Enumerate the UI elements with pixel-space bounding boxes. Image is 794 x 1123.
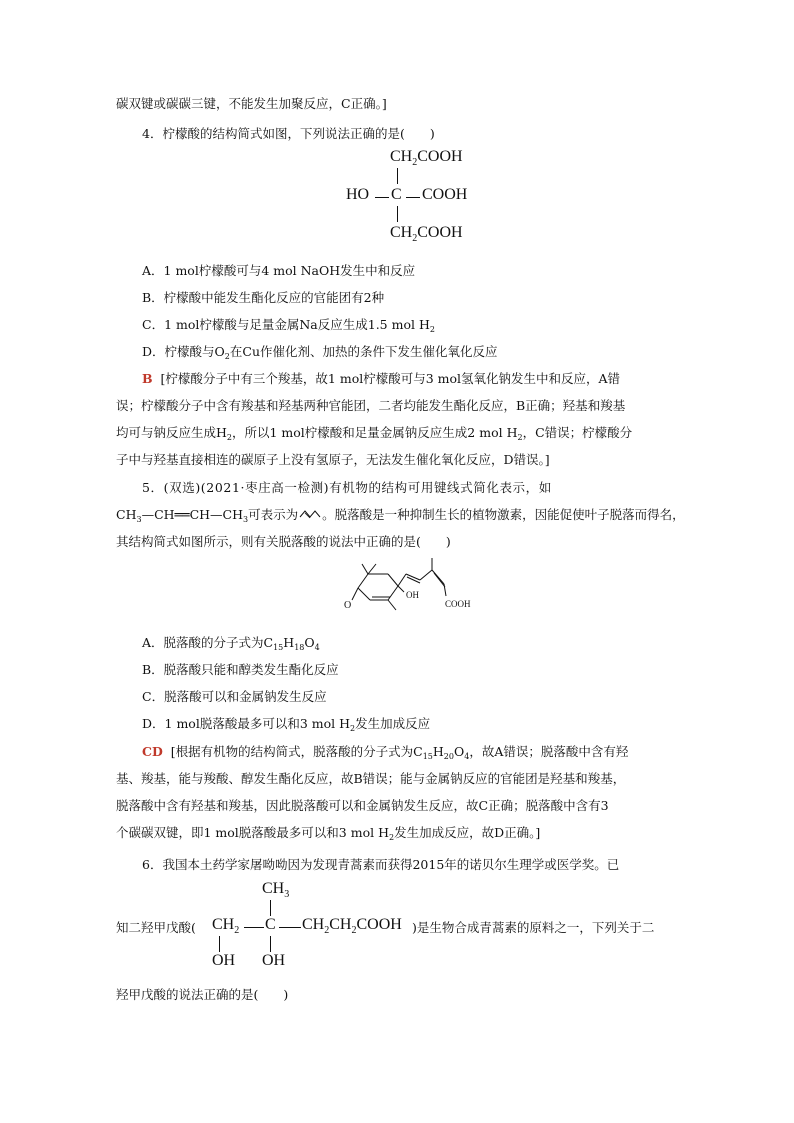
c-text: C [265,916,276,933]
text: 脱落酸中含有羟基和羧基，因此脱落酸可以和金属钠发生反应，故C正确；脱落酸中含有3 [116,798,609,813]
citric-c [391,186,402,204]
text: B．柠檬酸中能发生酯化反应的官能团有2种 [142,290,385,305]
ch-text: CH [329,916,352,933]
sub: 2 [351,925,357,936]
ch-text: CH [390,148,413,165]
mva-ch2 [212,916,239,936]
sub: 18 [294,643,305,652]
text: [柠檬酸分子中有三个羧基，故1 mol柠檬酸可与3 mol氢氧化钠发生中和反应，A错 [160,371,621,386]
text: D．柠檬酸与O [142,344,225,359]
text: 子中与羟基直接相连的碳原子上没有氢原子，无法发生催化氧化反应，D错误。] [116,452,550,467]
option-5b [142,661,339,679]
answer-key: CD [142,744,163,759]
text: 发生加成反应，故D正确。] [394,825,541,840]
sub: 3 [136,515,142,524]
sub: 2 [324,925,330,936]
zigzag-skeletal-icon [299,508,321,520]
text: 其结构简式如图所示，则有关脱落酸的说法中正确的是( ) [116,534,451,549]
bond-down2 [270,936,271,952]
sub: 15 [273,643,284,652]
question-6-line2-post [412,919,654,937]
text: 个碳碳双键，即1 mol脱落酸最多可以和3 mol H [116,825,389,840]
citric-top [390,148,463,168]
text: 5．(双选)(2021·枣庄高一检测)有机物的结构可用键线式简化表示，如 [142,480,552,495]
text: 可表示为 [248,507,299,522]
text: ，所以1 mol柠檬酸和足量金属钠反应生成2 mol H [232,425,518,440]
ch-text: CH [212,916,235,933]
bond-right [406,197,420,198]
text: B．脱落酸只能和醇类发生酯化反应 [142,662,339,677]
text: 碳双键或碳碳三键，不能发生加聚反应，C正确。] [116,96,387,111]
text: C．脱落酸可以和金属钠发生反应 [142,689,327,704]
text: 6．我国本土药学家屠呦呦因为发现青蒿素而获得2015年的诺贝尔生理学或医学奖。已 [142,857,620,872]
bond-h2 [279,927,301,928]
citric-ho [346,186,369,204]
text: 4．柠檬酸的结构简式如图，下列说法正确的是( ) [142,126,435,141]
text: A．脱落酸的分子式为C [142,635,274,650]
mva-chain [302,916,402,936]
option-5d [142,715,430,738]
text: 。脱落酸是一种抑制生长的植物激素，因能促使叶子脱落而得名， [322,507,685,522]
text: [根据有机物的结构简式，脱落酸的分子式为C [170,744,423,759]
sub: 2 [234,925,240,936]
oh-text: OH [212,952,236,969]
abscisic-acid-structure [340,556,490,618]
text: 在Cu作催化剂、加热的条件下发生催化氧化反应 [229,344,498,359]
sub: 2 [388,833,395,842]
ch-text: CH [302,916,325,933]
text: C．1 mol柠檬酸与足量金属Na反应生成1.5 mol H [142,317,430,332]
mva-c [265,916,276,934]
bond-h1 [244,927,264,928]
cooh-text: COOH [422,186,468,203]
answer-4-line4 [116,451,550,469]
answer-key: B [142,371,153,386]
question-6-line3 [116,986,288,1004]
question-4-stem [142,125,435,143]
bond-left [375,197,389,198]
answer-5-line3 [116,797,609,815]
sub: 2 [412,233,418,244]
sub: 2 [429,325,435,334]
bond-down1 [219,936,220,952]
ho-text: HO [346,186,370,203]
sub: 20 [443,752,454,761]
text: H [283,635,295,650]
c-text: C [391,186,402,203]
sub: 3 [284,889,290,900]
question-5-line3 [116,533,451,551]
text: O [453,744,465,759]
mva-ch3 [262,880,289,900]
oh-text: OH [262,952,286,969]
text: O [304,635,315,650]
sub: 4 [464,752,470,761]
question-6-line1 [142,856,619,874]
citric-bottom [390,224,463,244]
text: ，故A错误；脱落酸中含有羟 [469,744,629,759]
sub: 15 [422,752,433,761]
bond-bottom [397,206,398,222]
text: 均可与钠反应生成H [116,425,227,440]
bond-up [270,900,271,916]
answer-5-line4 [116,824,540,847]
sub: 2 [226,433,232,442]
answer-4-line1 [142,370,620,388]
citric-acid-structure [340,148,490,248]
answer-5-line2 [116,770,625,788]
option-4c [142,316,435,339]
cooh-text: COOH [417,224,463,241]
text: H [432,744,444,759]
mva-oh1 [212,952,235,970]
mevalonic-acid-structure [116,878,676,973]
option-4a [142,262,415,280]
text: A．1 mol柠檬酸可与4 mol NaOH发生中和反应 [142,263,416,278]
mva-oh2 [262,952,285,970]
cooh-text: COOH [417,148,463,165]
text: 知二羟甲戊酸( [116,920,196,935]
aba-oh: OH [406,590,419,600]
question-5-line1 [142,479,552,497]
option-5a [142,634,320,657]
sub: 3 [243,515,249,524]
sub: 2 [412,157,418,168]
option-4d [142,343,498,366]
text: 基、羧基，能与羧酸、醇发生酯化反应，故B错误；能与金属钠反应的官能团是羟基和羧基， [116,771,626,786]
text: D．1 mol脱落酸最多可以和3 mol H [142,716,351,731]
text: )是生物合成青蒿素的原料之一，下列关于二 [412,920,655,935]
question-6-line2-pre [116,919,196,937]
answer-4-line3 [116,424,632,447]
aba-cooh: COOH [445,599,471,609]
ch-text: CH [390,224,413,241]
text: 羟甲戊酸的说法正确的是( ) [116,987,289,1002]
aba-o: O [344,600,352,611]
answer-4-line2 [116,397,625,415]
sub: 2 [517,433,523,442]
bond-top [397,168,398,184]
sub: 4 [314,643,320,652]
sub: 2 [224,352,230,361]
option-4b [142,289,384,307]
continuation-line [116,95,387,113]
text: 误；柠檬酸分子中含有羧基和羟基两种官能团，二者均能发生酯化反应，B正确；羟基和羧基 [116,398,626,413]
answer-5-line1 [142,743,628,766]
option-5c [142,688,327,706]
sub: 2 [350,724,356,733]
text: ，C错误；柠檬酸分 [522,425,633,440]
text: 发生加成反应 [355,716,431,731]
text: CH [116,507,137,522]
question-5-line2 [116,506,685,529]
ch-text: CH [262,880,285,897]
cooh-text: COOH [356,916,402,933]
text: —CH══CH—CH [141,507,244,522]
citric-mid-cooh [422,186,467,204]
